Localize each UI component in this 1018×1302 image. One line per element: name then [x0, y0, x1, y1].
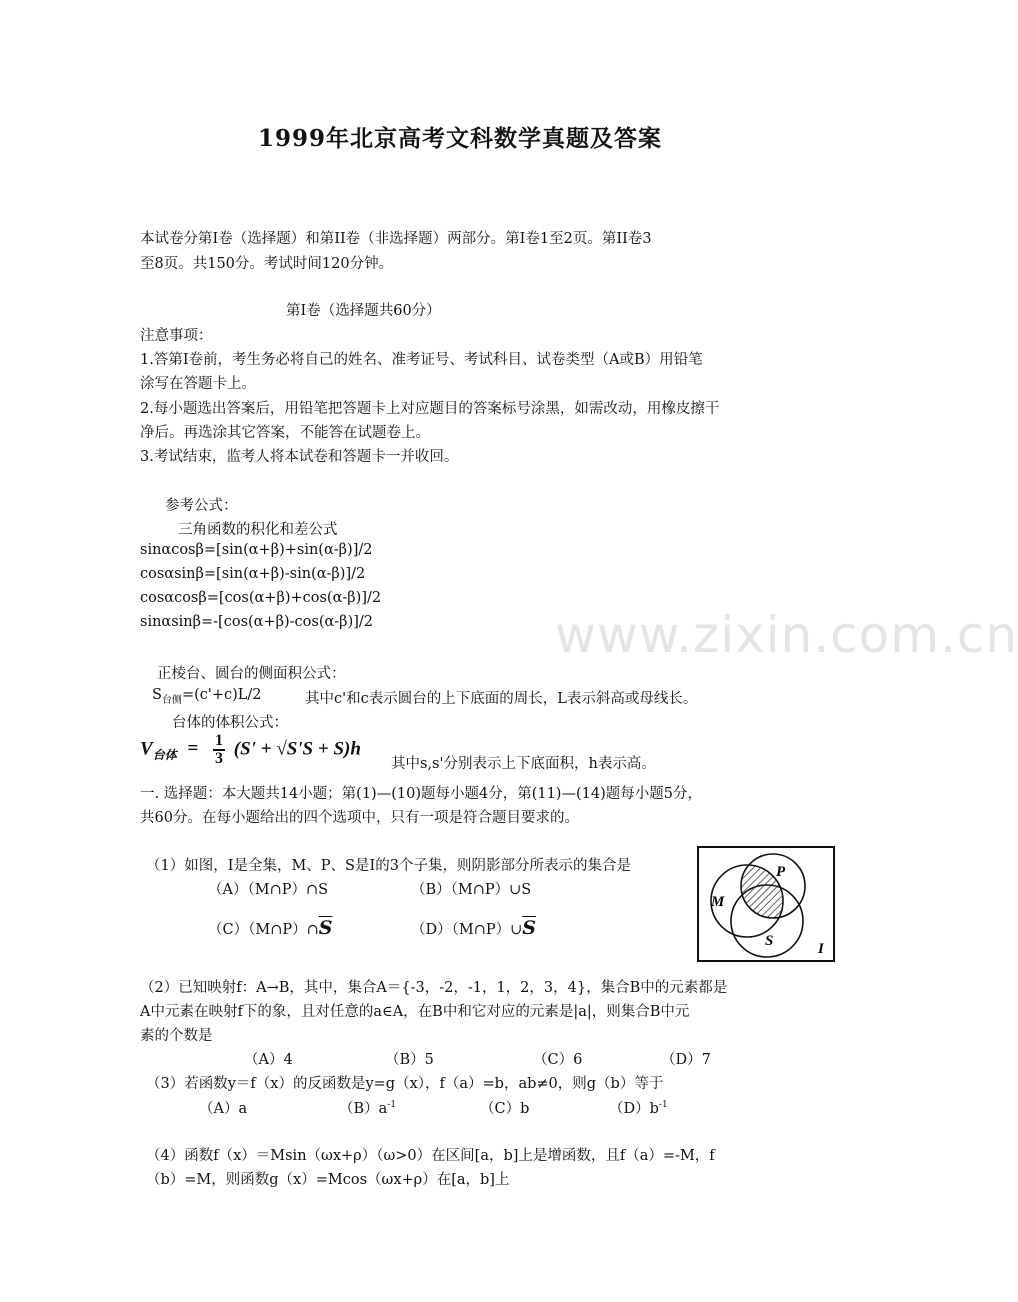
q3-option-b: [339, 1097, 396, 1118]
q1-option-b: （B）（M∩P）∪S: [411, 882, 532, 898]
q2-line: （2）已知映射f：A→B，其中，集合A＝{-3，-2，-1，1，2，3，4}，集合B中的元素都是: [140, 980, 728, 996]
q2-line: 素的个数是: [140, 1028, 213, 1044]
volume-body: (S' + √S'S + S)h: [233, 738, 361, 760]
q1-option-a: （A）（M∩P）∩S: [208, 882, 329, 898]
volume-heading: 台体的体积公式：: [172, 715, 288, 731]
q2-option-b: （B）5: [385, 1052, 434, 1068]
q3-option-d: [609, 1097, 668, 1118]
trig-formula: sinαsinβ=-[cos(α+β)-cos(α-β)]/2: [140, 614, 373, 630]
q4-line: （b）=M，则函数g（x）=Mcos（ωx+ρ）在[a，b]上: [146, 1172, 510, 1188]
s-complement: $\overline{S}$: [522, 917, 537, 939]
q2-option-a: （A）4: [244, 1052, 293, 1068]
label-s: S: [765, 933, 774, 949]
frustum-expr: =(c'+c)L/2: [181, 687, 262, 703]
label-p: P: [776, 864, 786, 880]
volume-eq: =: [187, 738, 199, 760]
q1-option-c-text: （C）（M∩P）∩: [208, 922, 319, 938]
notice-line: 2.每小题选出答案后，用铅笔把答题卡上对应题目的答案标号涂黑，如需改动，用橡皮擦干: [140, 401, 720, 417]
intro-line: 本试卷分第Ⅰ卷（选择题）和第II卷（非选择题）两部分。第Ⅰ卷1至2页。第II卷3: [140, 231, 652, 247]
notice-line: 净后。再选涂其它答案，不能答在试题卷上。: [140, 425, 430, 441]
section1-line: 一. 选择题：本大题共14小题；第(1)—(10)题每小题4分，第(11)—(14)题每小题5分，: [140, 786, 702, 802]
q2-option-d: （D）7: [661, 1052, 711, 1068]
q1-option-d-text: （D）（M∩P）∪: [411, 922, 523, 938]
volume-fraction: [213, 733, 225, 767]
formulas-heading: 参考公式：: [165, 498, 238, 514]
frustum-s: S: [152, 687, 162, 703]
venn-diagram: [697, 846, 835, 962]
volume-den: 3: [215, 750, 224, 767]
volume-num: 1: [215, 732, 224, 749]
notice-line: 涂写在答题卡上。: [140, 376, 256, 392]
volume-v: V: [140, 738, 153, 760]
q3-option-c: （C）b: [480, 1101, 530, 1117]
q2-option-c: （C）6: [533, 1052, 583, 1068]
intro-line: 至8页。共150分。考试时间120分钟。: [140, 256, 394, 272]
trig-formula: cosαcosβ=[cos(α+β)+cos(α-β)]/2: [140, 590, 382, 606]
q3-option-b-sup: -1: [387, 1100, 397, 1111]
q1-option-c: [208, 917, 332, 939]
frustum-note: 其中c'和c表示圆台的上下底面的周长，L表示斜高或母线长。: [305, 691, 698, 707]
page-title: 1999年北京高考文科数学真题及答案: [257, 125, 662, 152]
q2-line: A中元素在映射f下的象，且对任意的a∈A，在B中和它对应的元素是|a|，则集合B中元: [140, 1004, 690, 1020]
q3-stem: （3）若函数y＝f（x）的反函数是y=g（x），f（a）=b，ab≠0，则g（b）等于: [146, 1076, 664, 1092]
trig-heading: 三角函数的积化和差公式: [178, 522, 338, 538]
frustum-heading: 正棱台、圆台的侧面积公式：: [157, 666, 346, 682]
q1-stem: （1）如图，I是全集，M、P、S是I的3个子集，则阴影部分所表示的集合是: [146, 858, 631, 874]
frustum-sub: 台侧: [161, 694, 182, 706]
trig-formula: cosαsinβ=[sin(α+β)-sin(α-β)]/2: [140, 566, 366, 582]
notice-line: 1.答第Ⅰ卷前，考生务必将自己的姓名、准考证号、考试科目、试卷类型（A或B）用铅笔: [140, 352, 703, 368]
trig-formula: sinαcosβ=[sin(α+β)+sin(α-β)]/2: [140, 542, 373, 558]
frustum-formula: [152, 687, 262, 706]
notice-line: 3.考试结束，监考人将本试卷和答题卡一并收回。: [140, 449, 459, 465]
section1-line: 共60分。在每小题给出的四个选项中，只有一项是符合题目要求的。: [140, 810, 579, 826]
notice-heading: 注意事项：: [140, 328, 213, 344]
q3-option-d-sup: -1: [658, 1100, 668, 1111]
q3-option-d-text: （D）b: [609, 1101, 659, 1117]
q4-line: （4）函数f（x）＝Msin（ωx+ρ）（ω>0）在区间[a，b]上是增函数，且f（a）=-M，f: [146, 1148, 715, 1164]
watermark: www.zixin.com.cn: [555, 606, 1018, 664]
q3-option-a: （A）a: [199, 1101, 248, 1117]
volume-sub: 台体: [152, 748, 177, 763]
label-m: M: [711, 894, 725, 910]
label-i: I: [818, 941, 824, 957]
q1-option-d: [411, 917, 536, 939]
s-complement: $\overline{S}$: [318, 917, 333, 939]
volume-note: 其中s,s'分别表示上下底面积，h表示高。: [391, 756, 656, 772]
part1-heading: 第Ⅰ卷（选择题共60分）: [286, 303, 441, 319]
volume-formula: [140, 733, 361, 767]
q3-option-b-text: （B）a: [339, 1101, 388, 1117]
